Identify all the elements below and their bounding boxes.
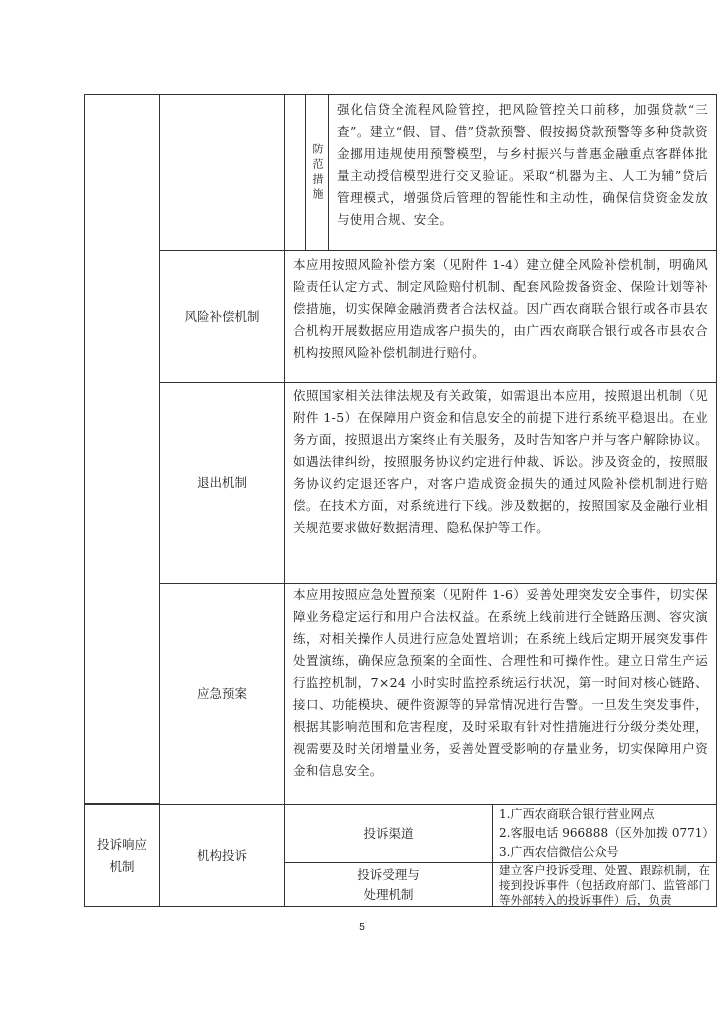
prevention-text: 强化信贷全流程风险管控，把风险管控关口前移，加强贷款“三查”。建立“假、冒、借”贷款预警、假按揭贷款预警等多种贷款资金挪用违规使用预警模型，与乡村振兴与普惠金融重点客群体批量主动授信模型进行交叉验证。采取“机器为主、人工为辅”贷后管理模式，增强贷后管理的智能性和主动性，确保信贷资金发放与使用合规、安全。 [337,102,708,227]
channel-item: 2.客服电话 966888（区外加拨 0771） [499,826,715,840]
risk-label: 风险补偿机制 [184,308,260,324]
narrow-col-cell [284,94,306,251]
channel-item: 3.广西农信微信公众号 [499,845,619,859]
exit-label: 退出机制 [196,475,247,490]
page-number: 5 [359,922,365,933]
exit-text: 依照国家相关法律法规及有关政策，如需退出本应用，按照退出机制（见附件 1-5）在保障用户资金和信息安全的前提下进行系统平稳退出。在业务方面，按照退出方案终止有关服务，及时告知客户并与客户解除协议。如遇法律纠纷，按照服务协议约定进行仲裁、诉讼。涉及资金的，按照服务协议约定退还客户，对客户造成资金损失的通过风险补偿机制进行赔偿。在技术方面，对系统进行下线。涉及数据的，按照国家及金融行业相关规范要求做好数据清理、隐私保护等工作。 [293,388,708,535]
prevention-label-cell [305,94,329,251]
risk-text-cell [284,250,717,383]
risk-text: 本应用按照风险补偿方案（见附件 1-4）建立健全风险补偿机制，明确风险责任认定方式、制定风险赔付机制、配套风险拨备资金、保险计划等补偿措施，切实保障金融消费者合法权益。因广西农商联合银行或各市县农合机构开展数据应用造成客户损失的，由广西农商联合银行或各市县农合机构按照风险补偿机制进行赔付。 [293,257,708,360]
channel-item: 1.广西农商联合银行营业网点 [499,807,655,821]
emergency-label-cell [159,583,285,805]
outer-col2-cell [159,94,285,251]
exit-label-cell [159,382,285,584]
emergency-text-cell [284,583,717,805]
channels-list-cell [492,804,717,863]
complaint-label-cell [84,804,160,907]
risk-label-cell [159,250,285,383]
emergency-text: 本应用按照应急处置预案（见附件 1-6）妥善处理突发安全事件，切实保障业务稳定运行和用户合法权益。在系统上线前进行全链路压测、容灾演练，对相关操作人员进行应急处置培训；在系统上线后定期开展突发事件处置演练，确保应急预案的全面性、合理性和可操作性。建立日常生产运行监控机制，7×24 小时实时监控系统运行状况，第一时间对核心链路、接口、功能模块、硬件资源等的异常情况进行告警。一旦发生突发事件，根据其影响范围和危害程度，及时采取有针对性措施进行分级分类处理，视需要及时关闭增量业务，妥善处置受影响的存量业务，切实保障用户资金和信息安全。 [293,587,708,778]
prevention-text-cell [328,94,717,251]
complaint-label: 投诉响应机制 [96,836,147,874]
channels-label-cell [284,804,493,863]
outer-left-cell [84,94,160,804]
handling-label: 投诉受理与处理机制 [357,866,420,902]
handling-label-cell [284,862,493,907]
handling-text-cell [492,862,717,907]
document-table [84,94,717,907]
institution-label-cell [159,804,285,907]
institution-label: 机构投诉 [196,847,247,863]
channels-label: 投诉渠道 [363,825,414,841]
prevention-label: 防范措施 [311,142,324,203]
emergency-label: 应急预案 [196,686,247,701]
exit-text-cell [284,382,717,584]
handling-text: 建立客户投诉受理、处置、跟踪机制，在接到投诉事件（包括政府部门、监管部门等外部转入的投诉事件）后，负责 [499,863,710,907]
